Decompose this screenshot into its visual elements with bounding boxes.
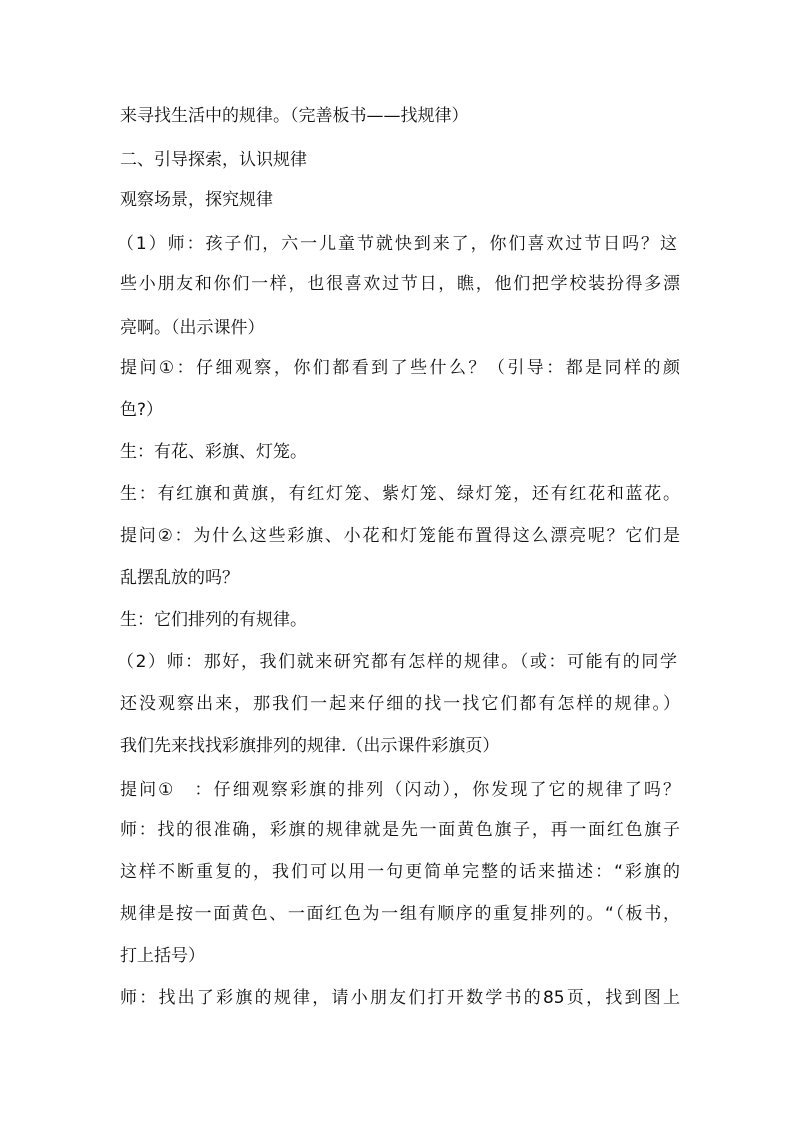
text-line: （2）师：那好，我们就来研究都有怎样的规律。（或：可能有的同学 [117, 652, 677, 672]
text-line: 师：找的很准确，彩旗的规律就是先一面黄色旗子，再一面红色旗子 [120, 820, 680, 840]
text-line: 些小朋友和你们一样，也很喜欢过节日，瞧，他们把学校装扮得多漂 [120, 274, 680, 294]
text-line: 师：找出了彩旗的规律，请小朋友们打开数学书的85页，找到图上 [120, 988, 680, 1008]
text-line: 色?） [120, 400, 164, 420]
text-line: 这样不断重复的，我们可以用一句更简单完整的话来描述：“彩旗的 [120, 862, 680, 882]
text-line: 我们先来找找彩旗排列的规律.（出示课件彩旗页） [120, 736, 500, 756]
text-line: 规律是按一面黄色、一面红色为一组有顺序的重复排列的。“（板书， [120, 904, 680, 924]
text-line: 还没观察出来，那我们一起来仔细的找一找它们都有怎样的规律。） [120, 694, 680, 714]
text-line: 打上括号） [120, 946, 205, 966]
text-line: 生：有红旗和黄旗，有红灯笼、紫灯笼、绿灯笼，还有红花和蓝花。 [120, 484, 680, 504]
text-line: 乱摆乱放的吗？ [120, 568, 239, 588]
text-line: 提问① ：仔细观察彩旗的排列（闪动），你发现了它的规律了吗？ [120, 780, 680, 800]
text-line: 生：它们排列的有规律。 [120, 610, 307, 630]
text-line: 生：有花、彩旗、灯笼。 [120, 442, 307, 462]
text-line: （1）师：孩子们，六一儿童节就快到来了，你们喜欢过节日吗？这 [117, 234, 677, 254]
text-line: 提问①：仔细观察，你们都看到了些什么？（引导：都是同样的颜 [120, 358, 680, 378]
section-heading: 二、引导探索，认识规律 [120, 150, 307, 170]
text-line: 来寻找生活中的规律。（完善板书——找规律） [120, 106, 469, 126]
text-line: 提问②：为什么这些彩旗、小花和灯笼能布置得这么漂亮呢？它们是 [120, 526, 680, 546]
subheading: 观察场景，探究规律 [120, 190, 273, 210]
text-line: 亮啊。（出示课件） [120, 318, 265, 338]
